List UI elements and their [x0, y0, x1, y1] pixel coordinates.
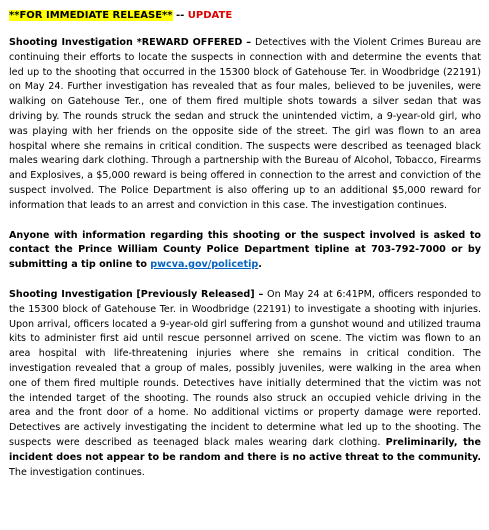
policetip-link[interactable]: pwcva.gov/policetip [150, 259, 259, 271]
release-headline [9, 9, 481, 22]
previous-release-body: On May 24 at 6:41PM, officers responded to the 15300 block of Gatehouse Ter. in Woodbridge (22191) to investigate a shooting with injuries. Upon arrival, officers located a 9-year-old girl suffering from a gunshot wound and utilized trauma kits to administer first aid until rescue personnel arrived on scene. The victim was flown to an area hospital with life-threatening injuries where she remains in critical condition. The investigation revealed that a group of males, possibly juveniles, were walking in the area when one of them fired multiple rounds. Detectives have initially determined that the victim was not the intended target of the shooting. The rounds also struck an occupied vehicle driving in the area and the front door of a home. No additional victims or property damage were reported. Detectives are actively investigating the incident to determine what led up to the shooting. The suspects were described as teenaged black males wearing dark clothing. [9, 288, 482, 448]
investigation-continues: The investigation continues. [9, 466, 145, 478]
immediate-release-label: **FOR IMMEDIATE RELEASE** [9, 10, 173, 21]
tipline-paragraph [9, 229, 481, 273]
headline-separator: -- [172, 10, 188, 21]
tipline-text: Anyone with information regarding this shooting or the suspect involved is asked to contact the Prince William County Police Department tipline at 703-792-7000 or by submitting a tip online to [9, 229, 481, 271]
tipline-end: . [258, 259, 262, 271]
update-label: UPDATE [187, 10, 233, 21]
previous-release-heading: Shooting Investigation [Previously Released] – [9, 288, 268, 300]
previous-release-paragraph [9, 288, 481, 480]
reward-heading: Shooting Investigation *REWARD OFFERED – [9, 37, 256, 48]
reward-body: Detectives with the Violent Crimes Bureau are continuing their efforts to locate the suspects in connection with and determine the events that led up to the shooting that occurred in the 15300 block of Gatehouse Ter. in Woodbridge (22191) on May 24. Further investigation has revealed that as four males, believed to be juveniles, were walking on Gatehouse Ter., one of them fired multiple shots towards a silver sedan that was driving by. The rounds struck the sedan and struck the unintended victim, a 9-year-old girl, who was playing with her friends on the opposite side of the street. The girl was flown to an area hospital where she remains in critical condition. The suspects were described as teenaged black males wearing dark clothing. Through a partnership with the Bureau of Alcohol, Tobacco, Firearms and Explosives, a $5,000 reward is being offered in connection to the arrest and conviction of the suspect involved. The Police Department is also offering up to an additional $5,000 reward for information that leads to an arrest and conviction in this case. The investigation continues. [9, 37, 481, 211]
no-threat-statement: Preliminarily, the incident does not appear to be random and there is no active threat to the community. [9, 436, 481, 463]
reward-paragraph [9, 36, 481, 214]
